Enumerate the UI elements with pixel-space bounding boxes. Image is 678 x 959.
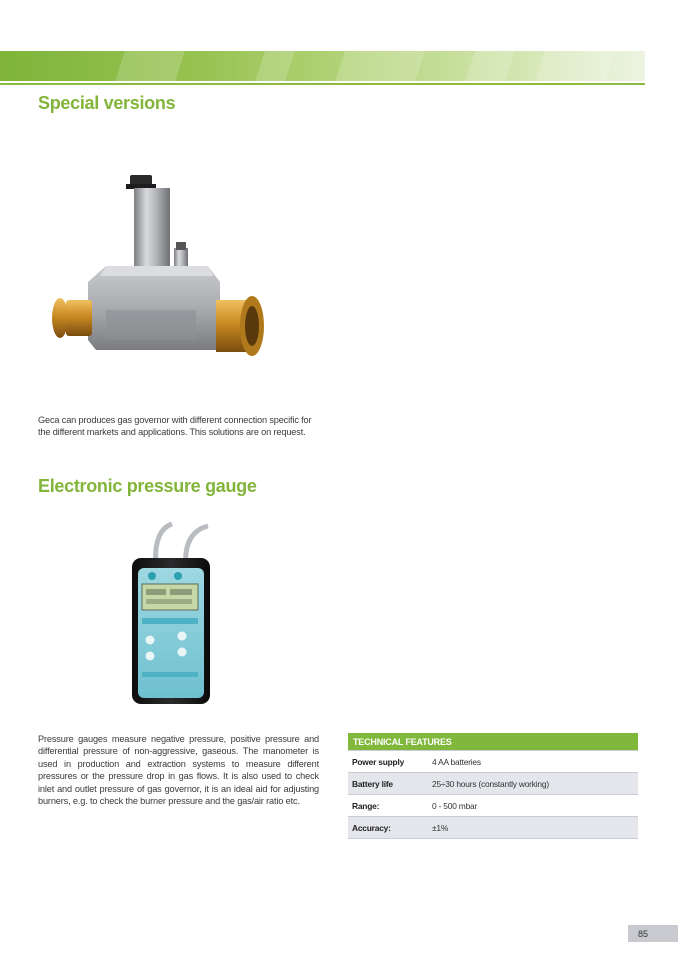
table-row [348,772,638,794]
table-header-label: TECHNICAL FEATURES [353,736,452,747]
row-value: ±1% [432,822,449,833]
pressure-gauge-description: Pressure gauges measure negative pressure, positive pressure and differential pressure of non-aggressive, gaseous. The manometer is used in production and extraction systems to measure different pressures or the pressure drop in gas flows. It is also used to check inlet and outlet pressure of gas governor, it is an ideal aid for adjusting burners, e.g. to check the burner pressure and the gas/air ratio etc. [38,734,319,807]
section-title-special-versions: Special versions [38,93,176,113]
table-row [348,816,638,839]
section-title-electronic-pressure-gauge: Electronic pressure gauge [38,476,257,496]
pressure-gauge-image [128,522,223,707]
row-value: 25÷30 hours (constantly working) [432,778,549,789]
row-label: Battery life [352,778,393,789]
gas-governor-image [48,170,270,370]
page-number: 85 [628,925,678,942]
technical-features-table [348,733,638,839]
row-label: Accuracy: [352,822,391,833]
table-header [348,733,638,750]
row-label: Range: [352,800,380,811]
special-versions-description: Geca can produces gas governor with different connection specific for the different markets and applications. This solutions are on request. [38,415,312,438]
row-label: Power supply [352,756,405,767]
header-banner [0,51,645,81]
row-value: 4 AA batteries [432,756,481,767]
table-row [348,750,638,772]
header-divider [0,83,645,85]
row-value: 0 - 500 mbar [432,800,478,811]
table-row [348,794,638,816]
